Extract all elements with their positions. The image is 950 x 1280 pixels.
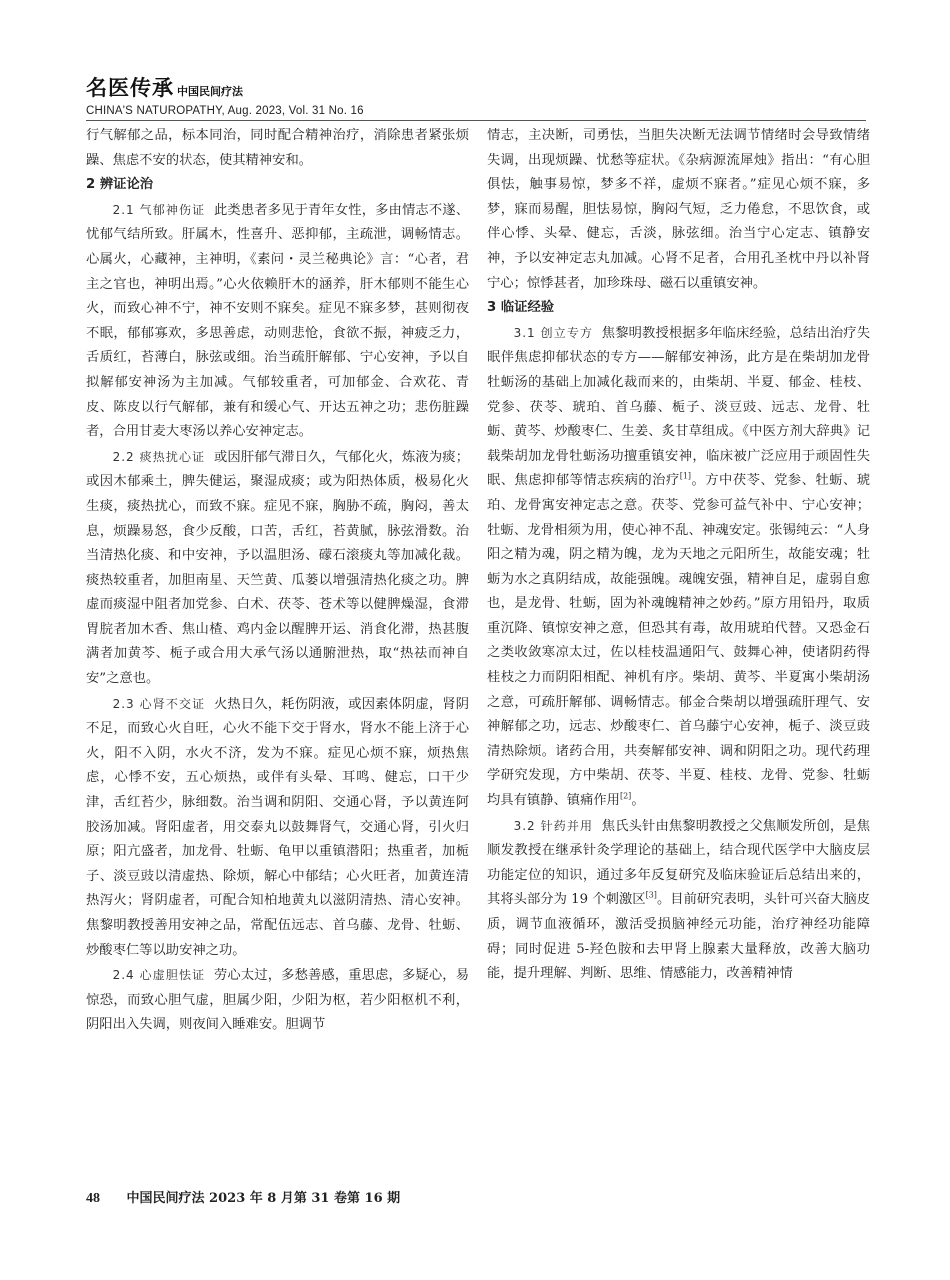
journal-citation-line: CHINA'S NATUROPATHY, Aug. 2023, Vol. 31 No. 16 — [86, 105, 364, 117]
section-heading: 2 辨证论治 — [86, 177, 154, 193]
brand-sub-title: 中国民间疗法 — [177, 85, 243, 98]
running-header — [86, 72, 886, 117]
section-heading: 3 临证经验 — [487, 300, 555, 316]
right-column — [487, 124, 870, 987]
citation-ref[interactable]: [2] — [619, 791, 632, 801]
subsection-heading: 3.1 创立专方 — [513, 325, 594, 340]
paragraph: 情志，主决断，司勇怯，当胆失决断无法调节情绪时会导致情绪失调，出现烦躁、忧愁等症状。《杂病源流犀烛》指出：“有心胆俱怯，触事易惊，梦多不祥，虚烦不寐者。”症见心烦不寐，多梦，寐而易醒，胆怯易惊，胸闷气短，乏力倦怠，不思饮食，或伴心悸、头晕、健忘，舌淡，脉弦细。治当宁心定志、镇静安神，予以安神定志丸加减。心肾不足者，合用孔圣枕中丹以补肾宁心；惊悸甚者，加珍珠母、磁石以重镇安神。 — [487, 128, 870, 291]
paragraph — [86, 692, 469, 964]
paragraph-text: 。方中茯苓、党参、牡蛎、琥珀、龙骨寓安神定志之意。茯苓、党参可益气补中、宁心安神；牡蛎、龙骨相须为用，使心神不乱、神魂安定。张锡纯云：“人身阳之精为魂，阴之精为魄，龙为天地之元阳所生，故能安魂；牡蛎为水之真阴结成，故能强魄。魂魄安强，精神自足，虚弱自愈也，是龙骨、牡蛎，固为补魂魄精神之妙药。”原方用铅丹，取质重沉降、镇惊安神之意，但恐其有毒，故用琥珀代替。又恐金石之类收敛寒凉太过，佐以桂枝温通阳气、鼓舞心神，使诸阴药得桂枝之力而阴阳相配、神机有序。柴胡、黄芩、半夏寓小柴胡汤之意，可疏肝解郁、调畅情志。郁金合柴胡以增强疏肝理气、安神解郁之功，远志、炒酸枣仁、首乌藤宁心安神，栀子、淡豆豉清热除烦。诸药合用，共奏解郁安神、调和阴阳之功。现代药理学研究发现，方中柴胡、茯苓、半夏、桂枝、龙骨、党参、牡蛎均具有镇静、镇痛作用 — [487, 473, 871, 809]
citation-ref[interactable]: [3] — [645, 890, 657, 900]
subsection-heading: 2.2 痰热扰心证 — [112, 449, 206, 464]
paragraph — [86, 445, 469, 692]
paragraph-text: 焦氏头针由焦黎明教授之父焦顺发所创，是焦顺发教授在继承针灸学理论的基础上，结合现代医学中大脑皮层功能定位的知识，通过多年反复研究及临床验证后总结出来的，其将头部分为 19 个刺激区 — [487, 818, 870, 908]
paragraph: 行气解郁之品，标本同治，同时配合精神治疗，消除患者紧张烦躁、焦虑不安的状态，使其精神安和。 — [86, 128, 469, 168]
paragraph-text: 或因肝郁气滞日久，气郁化火，炼液为痰；或因木郁乘土，脾失健运，聚湿成痰；或为阳热体质，极易化火生痰，痰热扰心，而致不寐。症见不寐，胸胁不疏，胸闷，善太息，烦躁易怒，食少反酸，口苦，舌红，苔黄腻，脉弦滑数。治当清热化痰、和中安神，予以温胆汤、礞石滚痰丸等加减化裁。痰热较重者，加胆南星、天竺黄、瓜蒌以增强清热化痰之功。脾虚而痰湿中阻者加党参、白术、茯苓、苍术等以健脾燥湿，食滞胃脘者加木香、焦山楂、鸡内金以醒脾开运、消食化滞，热甚腹满者加黄芩、栀子或合用大承气汤以通腑泄热，取“热祛而神自安”之意也。 — [86, 449, 469, 687]
header-rule — [86, 120, 866, 121]
brand-main-title: 名医传承 — [86, 76, 174, 100]
left-column — [86, 124, 469, 1038]
page-footer — [86, 1187, 786, 1207]
footer-journal-issue: 中国民间疗法 2023 年 8 月第 31 卷第 16 期 — [126, 1191, 401, 1206]
paragraph — [86, 963, 469, 1038]
paragraph-text: 劳心太过，多愁善感，重思虑，多疑心，易惊恐，而致心胆气虚，胆属少阳，少阳为枢，若少阳枢机不利，阴阳出入失调，则夜间入睡难安。胆调节 — [86, 968, 469, 1033]
column-brand — [86, 72, 886, 102]
paragraph-text: 火热日久，耗伤阴液，或因素体阴虚，肾阴不足，而致心火自旺，心火不能下交于肾水，肾水不能上济于心火，阳不入阴，水火不济，发为不寐。症见心烦不寐，烦热焦虑，心悸不安，五心烦热，或伴有头晕、耳鸣、健忘，口干少津，舌红苔少，脉细数。治当调和阴阳、交通心肾，予以黄连阿胶汤加减。肾阳虚者，用交泰丸以鼓舞肾气，交通心肾，引火归原；阳亢盛者，加龙骨、牡蛎、龟甲以重镇潜阳；热重者，加栀子、淡豆豉以清虚热、除烦，解心中郁结；心火旺者，加黄连清热泻火；肾阴虚者，可配合知柏地黄丸以滋阴清热、清心安神。焦黎明教授善用安神之品，常配伍远志、首乌藤、龙骨、牡蛎、炒酸枣仁等以助安神之功。 — [86, 696, 469, 958]
subsection-heading: 3.2 针药并用 — [513, 818, 594, 833]
paragraph-text: 此类患者多见于青年女性，多由情志不遂、忧郁气结所致。肝属木，性喜升、恶抑郁，主疏泄，调畅情志。心属火，心藏神，主神明，《素问・灵兰秘典论》言：“心者，君主之官也，神明出焉。”心火依赖肝木的涵养，肝木郁则不能生心火，而致心神不宁，神不安则不寐矣。症见不寐多梦，甚则彻夜不眠，郁郁寡欢，多思善虑，动则悲怆，食欲不振，神疲乏力，舌质红，苔薄白，脉弦或细。治当疏肝解郁、宁心安神，予以自拟解郁安神汤为主加减。气郁较重者，可加郁金、合欢花、青皮、陈皮以行气解郁，兼有和缓心气、开达五神之功；悲伤脏躁者，合用甘麦大枣汤以养心安神定志。 — [86, 202, 469, 440]
paragraph-text: 焦黎明教授根据多年临床经验，总结出治疗失眠伴焦虑抑郁状态的专方——解郁安神汤，此方是在柴胡加龙骨牡蛎汤的基础上加减化裁而来的，由柴胡、半夏、郁金、桂枝、党参、茯苓、琥珀、首乌藤、栀子、淡豆豉、远志、龙骨、牡蛎、黄芩、炒酸枣仁、生姜、炙甘草组成。《中医方剂大辞典》记载柴胡加龙骨牡蛎汤功擅重镇安神，临床被广泛应用于顽固性失眠、焦虑抑郁等情志疾病的治疗 — [487, 325, 870, 489]
paragraph — [487, 321, 870, 814]
citation-ref[interactable]: [1] — [679, 471, 692, 481]
subsection-heading: 2.4 心虚胆怯证 — [112, 968, 206, 983]
page-number: 48 — [86, 1191, 100, 1206]
paragraph — [487, 814, 870, 987]
subsection-heading: 2.3 心肾不交证 — [112, 696, 206, 711]
paragraph-text: 。目前研究表明，头针可兴奋大脑皮质，调节血液循环，激活受损脑神经元功能，治疗神经功能障碍；同时促进 5-羟色胺和去甲肾上腺素大量释放，改善大脑功能，提升理解、判断、思维、情感能力，改善精神情 — [487, 892, 871, 982]
paragraph — [86, 198, 469, 445]
subsection-heading: 2.1 气郁神伤证 — [112, 202, 206, 217]
paragraph-text: 。 — [631, 793, 645, 809]
